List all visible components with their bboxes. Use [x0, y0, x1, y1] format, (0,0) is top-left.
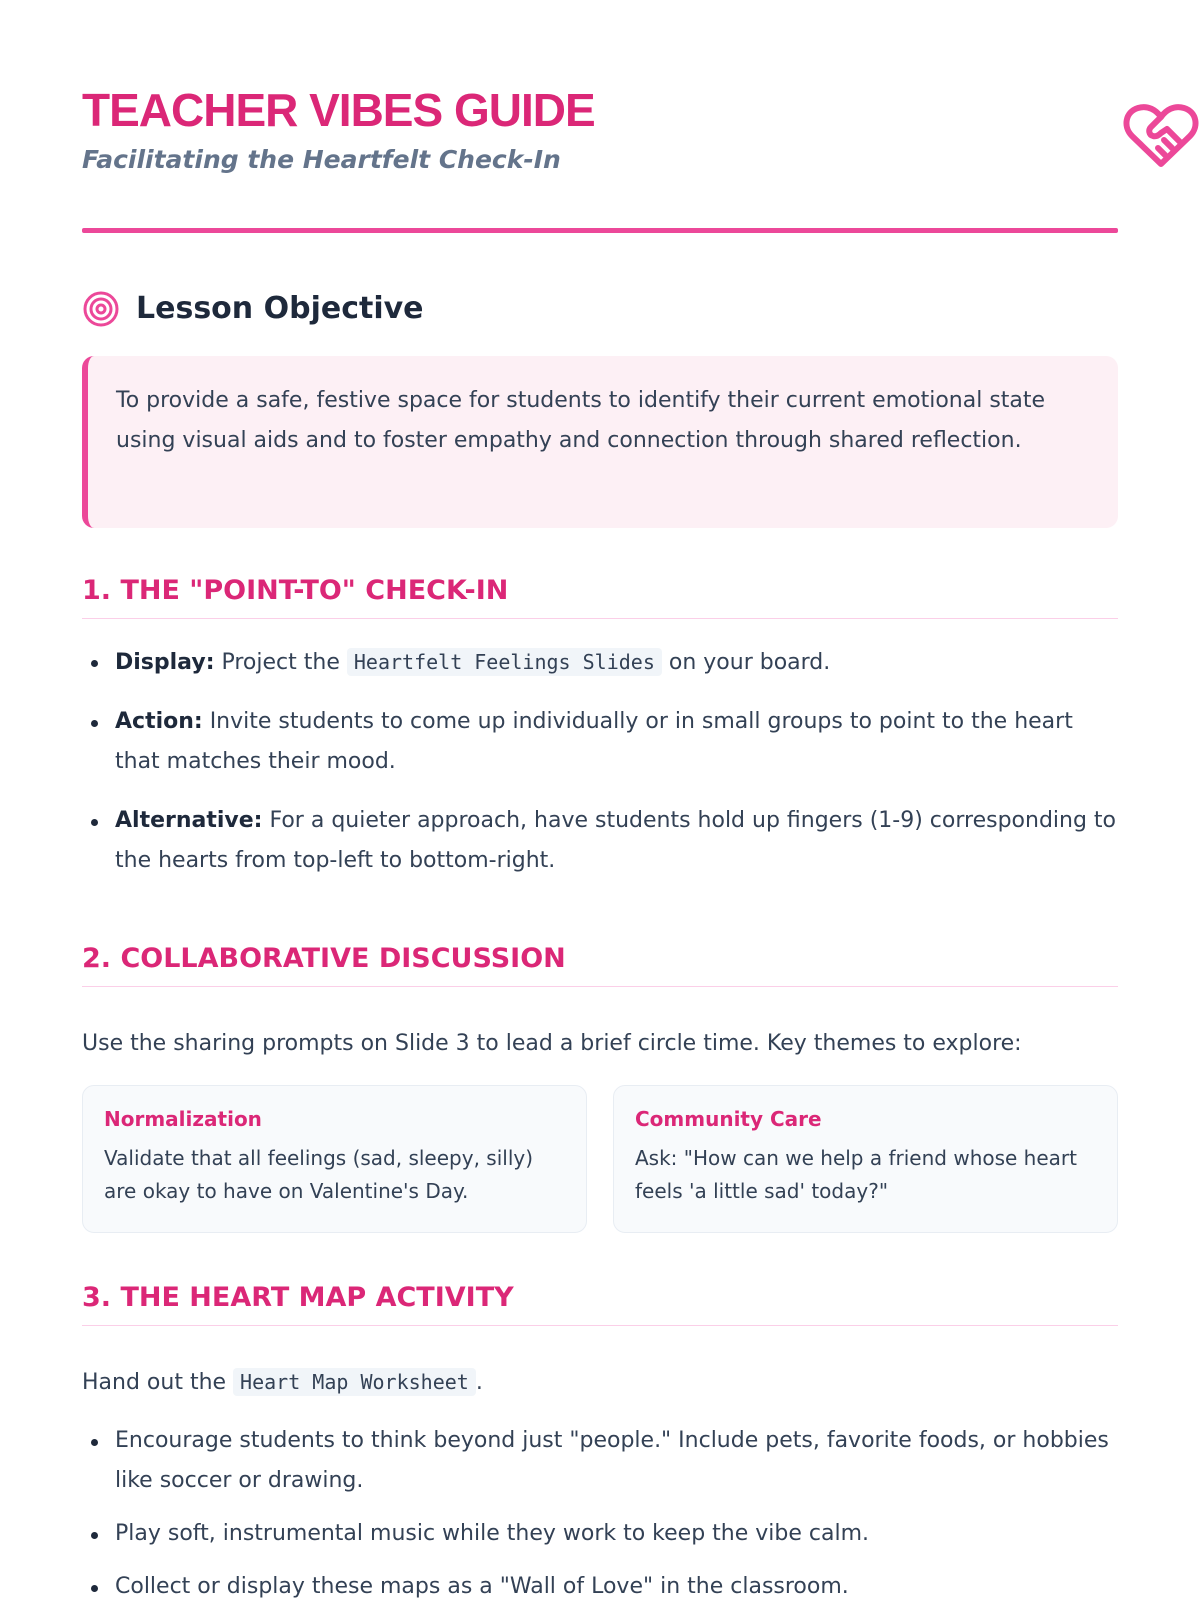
header-divider — [82, 228, 1118, 233]
section-2-title: 2. COLLABORATIVE DISCUSSION — [82, 942, 1118, 987]
worksheet-file-name: Heart Map Worksheet — [233, 1368, 476, 1396]
objective-callout — [82, 356, 1118, 528]
section-2-intro: Use the sharing prompts on Slide 3 to lead a brief circle time. Key themes to explore: — [82, 1031, 1022, 1056]
slides-file-name: Heartfelt Feelings Slides — [347, 648, 662, 676]
item-text: Invite students to come up individually or in small groups to point to the heart that matches their mood. — [115, 709, 1073, 774]
card-title: Normalization — [104, 1107, 262, 1131]
section-3-intro — [82, 1362, 1118, 1403]
card-text: Ask: "How can we help a friend whose heart feels 'a little sad' today?" — [635, 1146, 1077, 1203]
item-label: Display: — [115, 650, 215, 675]
page-header — [82, 0, 1118, 174]
item-label: Action: — [115, 709, 203, 734]
page-title: TEACHER VIBES GUIDE — [82, 84, 595, 136]
list-item: Collect or display these maps as a "Wall of Love" in the classroom. — [115, 1567, 1118, 1607]
list-item — [115, 702, 1118, 782]
section-3-list — [82, 1421, 1118, 1607]
card-text: Validate that all feelings (sad, sleepy, silly) are okay to have on Valentine's Day. — [104, 1146, 534, 1203]
section-1-title: 1. THE "POINT-TO" CHECK-IN — [82, 574, 1118, 619]
item-text: on your board. — [661, 650, 831, 675]
theme-cards — [82, 1085, 1118, 1233]
objective-text: To provide a safe, festive space for students to identify their current emotional state using visual aids and to foster empathy and connection through shared reflection. — [116, 388, 1046, 453]
theme-card-community-care — [613, 1085, 1118, 1233]
section-3-title: 3. THE HEART MAP ACTIVITY — [82, 1281, 1118, 1326]
list-item — [115, 801, 1118, 881]
item-text: Project the — [214, 650, 347, 675]
objective-heading — [82, 290, 424, 328]
list-item: Encourage students to think beyond just "people." Include pets, favorite foods, or hobbies like soccer or drawing. — [115, 1421, 1118, 1501]
target-icon — [82, 290, 120, 328]
card-title: Community Care — [635, 1107, 822, 1131]
list-item — [115, 642, 1118, 683]
page-subtitle: Facilitating the Heartfelt Check-In — [82, 145, 561, 174]
heart-handshake-icon — [1122, 100, 1200, 172]
theme-card-normalization — [82, 1085, 587, 1233]
section-1-list — [82, 642, 1118, 900]
intro-text: . — [475, 1370, 483, 1395]
item-label: Alternative: — [115, 808, 263, 833]
objective-title: Lesson Objective — [136, 291, 424, 326]
list-item: Play soft, instrumental music while they work to keep the vibe calm. — [115, 1514, 1118, 1554]
item-text: For a quieter approach, have students hold up fingers (1-9) corresponding to the hearts from top-left to bottom-right. — [115, 808, 1117, 873]
intro-text: Hand out the — [82, 1370, 234, 1395]
